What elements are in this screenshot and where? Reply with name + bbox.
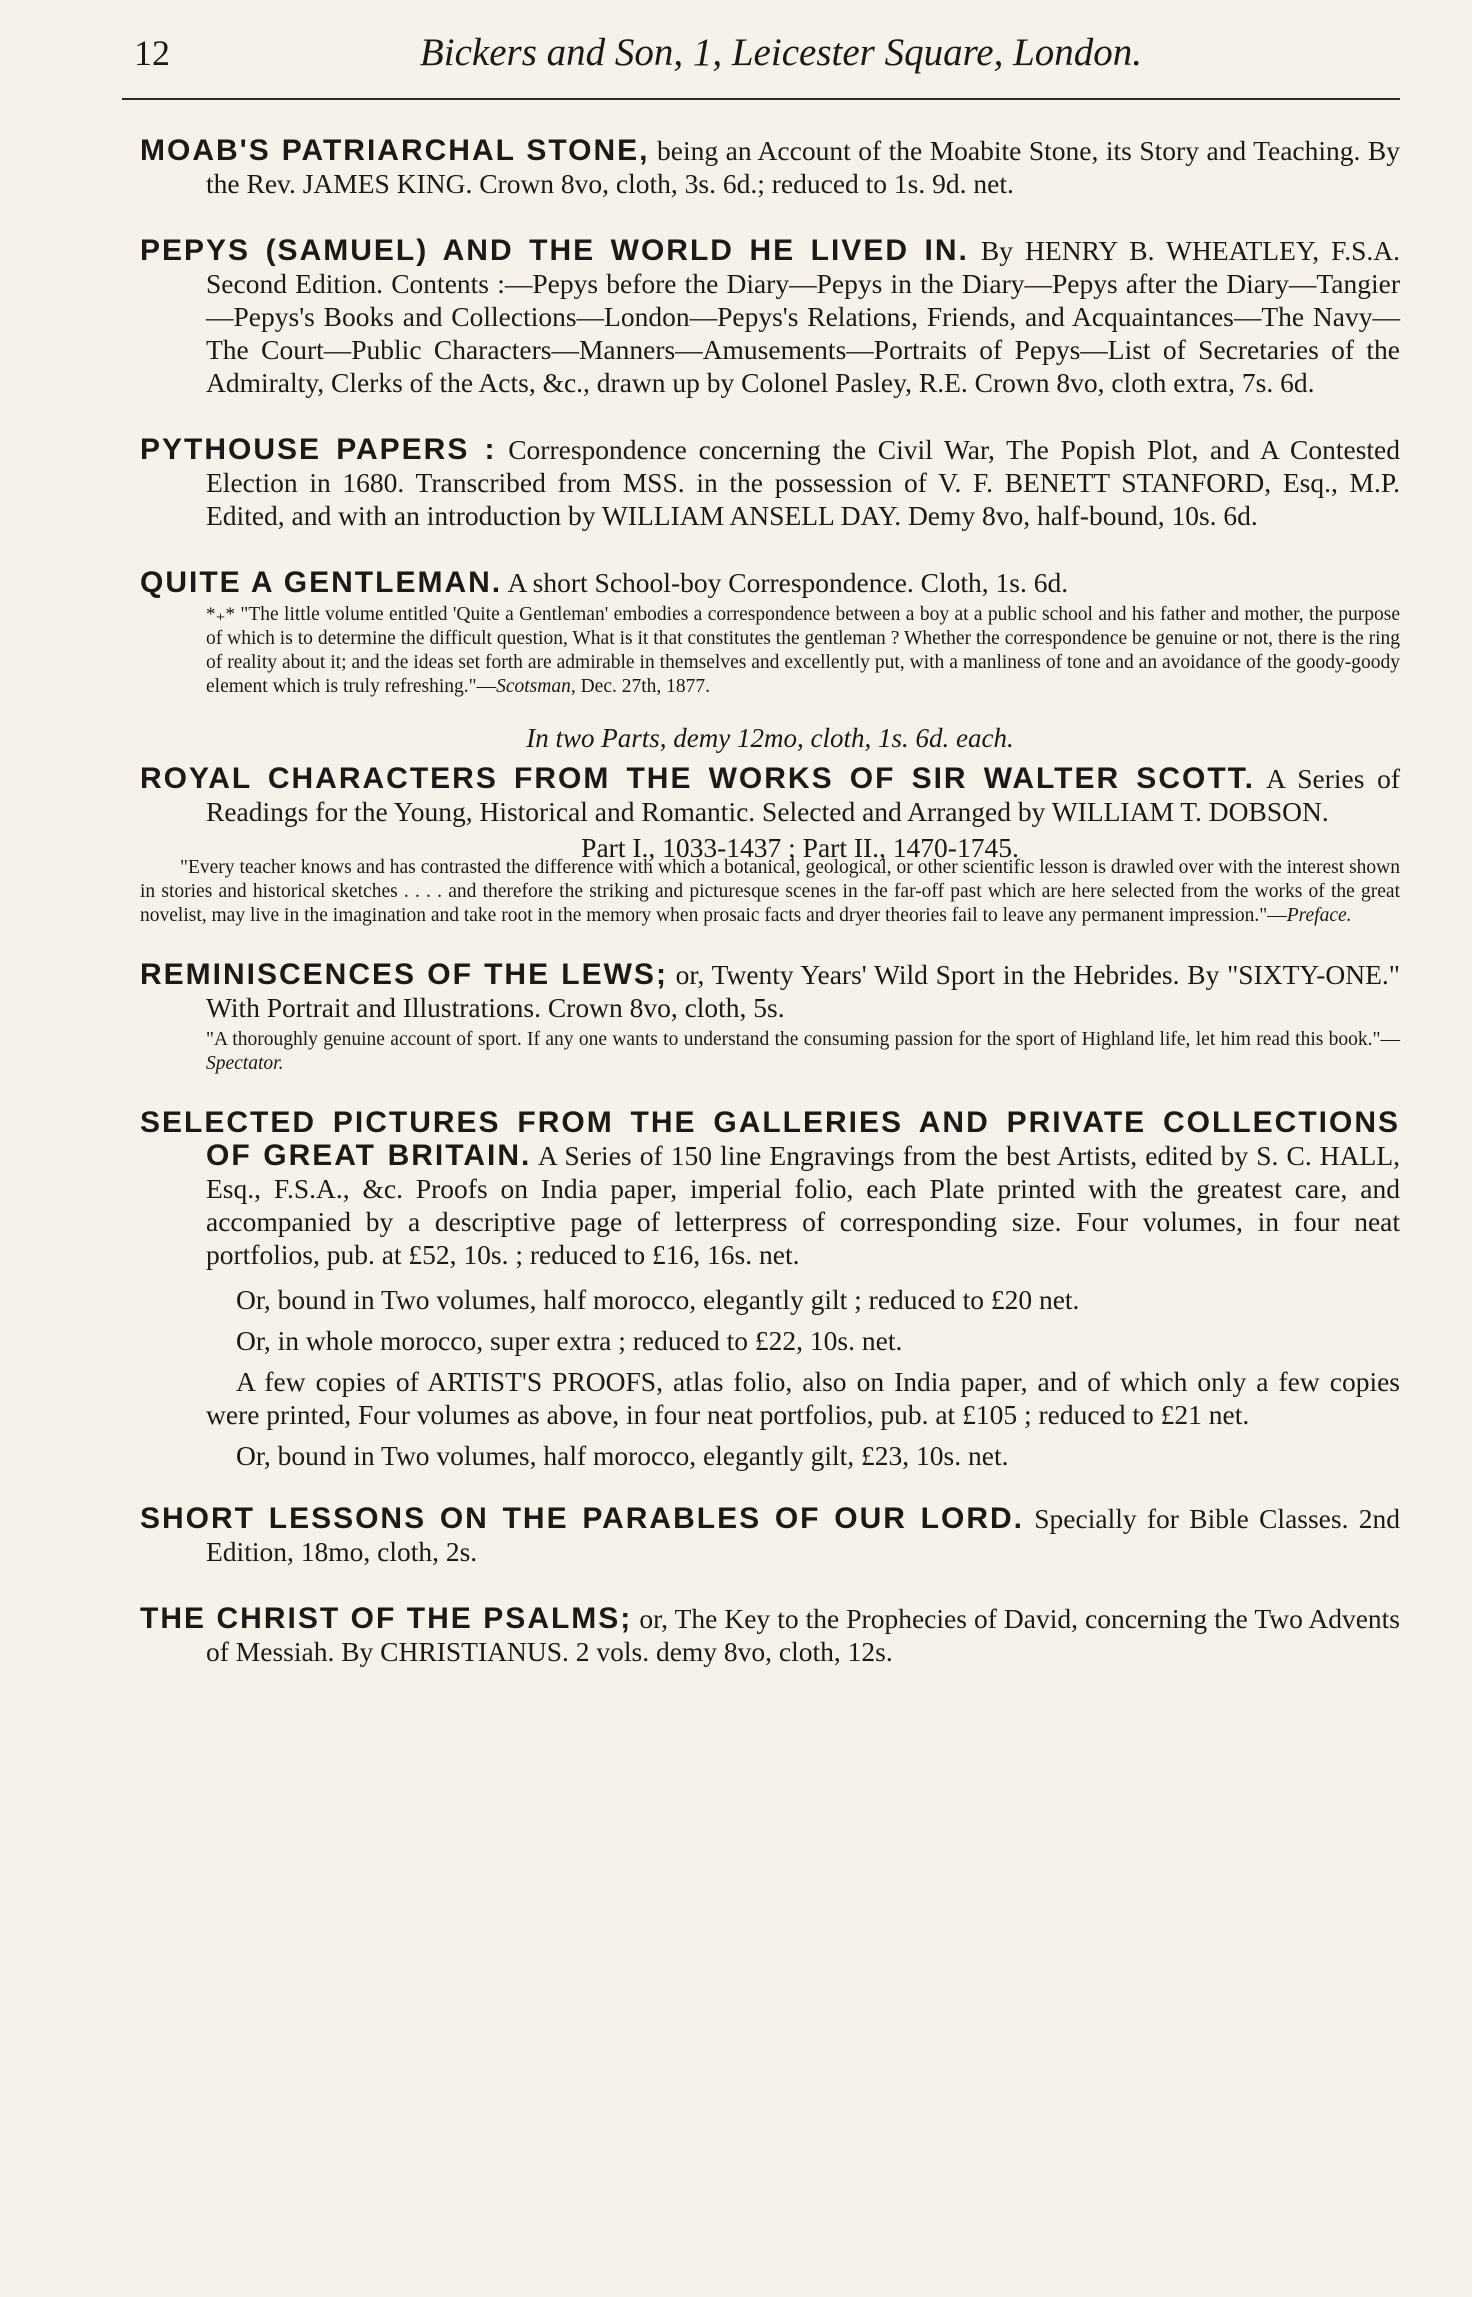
- parts-line: Part I., 1033-1437 ; Part II., 1470-1745.: [581, 832, 1019, 863]
- entry-title: REMINISCENCES OF THE LEWS;: [140, 958, 668, 991]
- entry-title: PEPYS (SAMUEL) AND THE WORLD HE LIVED IN.: [140, 234, 969, 267]
- proofs-paragraph: A few copies of ARTIST'S PROOFS, atlas folio, also on India paper, and of which only a few copies were printed, Four volumes as above, in four neat portfolios, pub. at £105 ; reduced to £21 net.: [206, 1366, 1400, 1430]
- review-quote: [140, 856, 1400, 928]
- review-quote: [206, 603, 1400, 699]
- entry-text: A Series of 150 line Engravings from the best Artists, edited by S. C. HALL, Esq., F.S.A., &c. Proofs on India paper, imperial folio, each Plate printed with the greatest care, and accompanied by a descriptive page of letterpress of corresponding size. Four volumes, in four neat portfolios, pub. at £52, 10s. ; reduced to £16, 16s. net.: [206, 1140, 1400, 1270]
- entry-title: THE CHRIST OF THE PSALMS;: [140, 1602, 633, 1635]
- entry-royal-characters: [140, 762, 1400, 828]
- quote-text: "Every teacher knows and has contrasted the difference with which a botanical, geological, or other scientific lesson is drawled over with the interest shown in stories and historical sketches . . . . and therefore the striking and picturesque scenes in the far-off past which are here selected from the works of the great novelist, may live in the imagination and take root in the memory when prosaic facts and dryer theories fail to leave any permanent impression."—: [140, 857, 1400, 926]
- entry-title: SELECTED PICTURES FROM THE GALLERIES AND PRIVATE COLLECTIONS OF GREAT BRITAIN.: [140, 1106, 1400, 1172]
- entry-pepys: [140, 234, 1400, 399]
- asterism-mark: *₊*: [206, 604, 236, 625]
- edition-subtitle: In two Parts, demy 12mo, cloth, 1s. 6d. each.: [526, 723, 1014, 753]
- entry-text: A Series of Readings for the Young, Historical and Romantic. Selected and Arranged by WILLIAM T. DOBSON.: [206, 763, 1400, 827]
- entry-title: PYTHOUSE PAPERS :: [140, 433, 497, 466]
- entry-title: ROYAL CHARACTERS FROM THE WORKS OF SIR WALTER SCOTT.: [140, 762, 1255, 795]
- page-header: [122, 30, 1400, 100]
- quote-source: Scotsman,: [496, 676, 576, 697]
- running-title: Bickers and Son, 1, Leicester Square, London.: [419, 31, 1143, 74]
- quote-source: Spectator.: [206, 1053, 284, 1074]
- entry-text: or, The Key to the Prophecies of David, concerning the Two Advents of Messiah. By CHRISTIANUS. 2 vols. demy 8vo, cloth, 12s.: [206, 1603, 1400, 1667]
- entry-christ-of-psalms: [140, 1602, 1400, 1668]
- binding-option: Or, bound in Two volumes, half morocco, elegantly gilt ; reduced to £20 net.: [236, 1284, 1080, 1315]
- entry-text: being an Account of the Moabite Stone, its Story and Teaching. By the Rev. JAMES KING. Crown 8vo, cloth, 3s. 6d.; reduced to 1s. 9d. net.: [206, 135, 1400, 199]
- review-quote: [206, 1028, 1400, 1076]
- entry-text: or, Twenty Years' Wild Sport in the Hebrides. By "SIXTY-ONE." With Portrait and Illustrations. Crown 8vo, cloth, 5s.: [206, 959, 1400, 1023]
- entry-title: SHORT LESSONS ON THE PARABLES OF OUR LORD.: [140, 1502, 1024, 1535]
- entry-text: A short School-boy Correspondence. Cloth, 1s. 6d.: [502, 567, 1069, 598]
- quote-source: Preface.: [1286, 905, 1352, 926]
- entry-text: Specially for Bible Classes. 2nd Edition, 18mo, cloth, 2s.: [206, 1503, 1400, 1567]
- entry-title: QUITE A GENTLEMAN.: [140, 566, 503, 599]
- entry-moab: [140, 134, 1400, 200]
- entry-text: Correspondence concerning the Civil War, The Popish Plot, and A Contested Election in 1680. Transcribed from MSS. in the possession of V. F. BENETT STANFORD, Esq., M.P. Edited, and with an introduction by WILLIAM ANSELL DAY. Demy 8vo, half-bound, 10s. 6d.: [206, 434, 1400, 531]
- quote-date: Dec. 27th, 1877.: [575, 676, 711, 697]
- catalogue-body: [140, 134, 1400, 1702]
- entry-selected-pictures: [140, 1106, 1400, 1271]
- binding-option: Or, bound in Two volumes, half morocco, elegantly gilt, £23, 10s. net.: [236, 1440, 1009, 1471]
- entry-quite-a-gentleman: [140, 566, 1400, 599]
- page-number: 12: [134, 33, 170, 73]
- quote-text: "The little volume entitled 'Quite a Gentleman' embodies a correspondence between a boy at a public school and his father and mother, the purpose of which is to determine the difficult question, What is it that constitutes the gentleman ? Whether the correspondence be genuine or not, there is the ring of reality about it; and the ideas set forth are admirable in themselves and excellently put, with a manliness of tone and an avoidance of the goody-goody element which is truly refreshing."—: [206, 604, 1400, 697]
- entry-short-lessons: [140, 1502, 1400, 1568]
- quote-text: "A thoroughly genuine account of sport. If any one wants to understand the consuming passion for the sport of Highland life, let him read this book."—: [206, 1029, 1400, 1050]
- entry-pythouse: [140, 433, 1400, 532]
- entry-title: MOAB'S PATRIARCHAL STONE,: [140, 134, 650, 167]
- entry-reminiscences: [140, 958, 1400, 1024]
- binding-option: Or, in whole morocco, super extra ; reduced to £22, 10s. net.: [236, 1325, 903, 1356]
- entry-text: By HENRY B. WHEATLEY, F.S.A. Second Edition. Contents :—Pepys before the Diary—Pepys in the Diary—Pepys after the Diary—Tangier—Pepys's Books and Collections—London—Pepys's Relations, Friends, and Acquaintances—The Navy—The Court—Public Characters—Manners—Amusements—Portraits of Pepys—List of Secretaries of the Admiralty, Clerks of the Acts, &c., drawn up by Colonel Pasley, R.E. Crown 8vo, cloth extra, 7s. 6d.: [206, 235, 1400, 398]
